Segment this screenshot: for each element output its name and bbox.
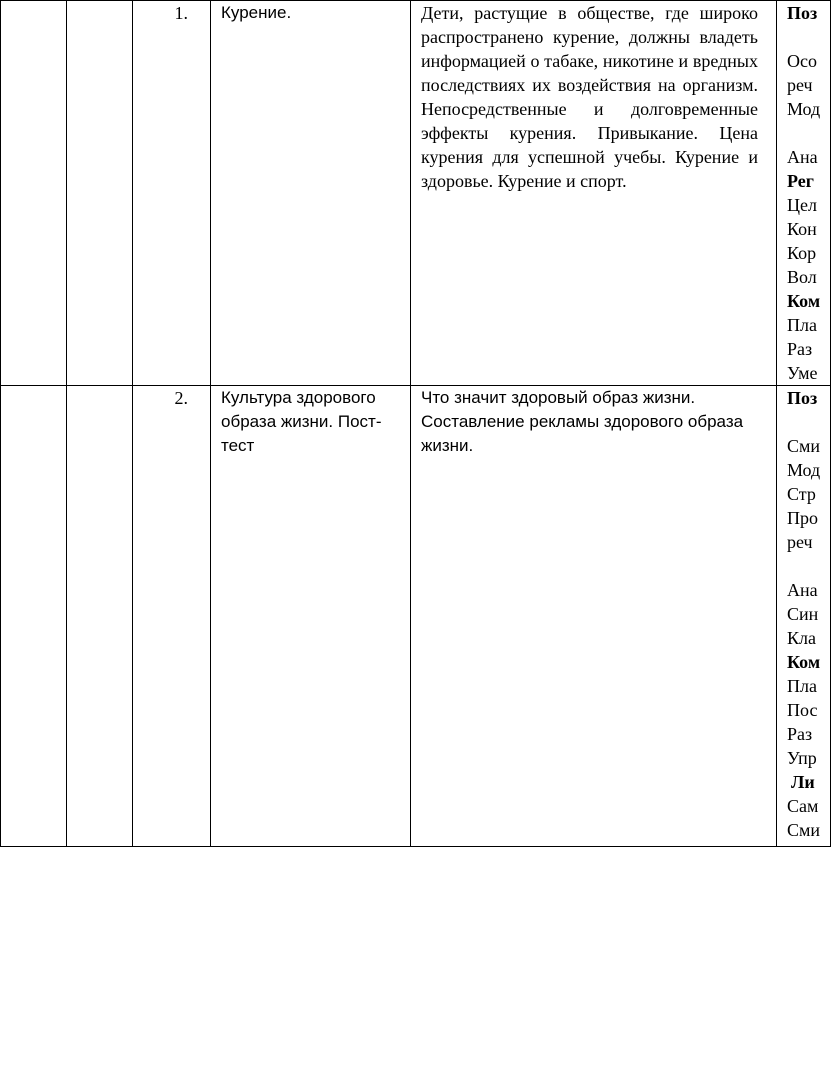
uud-line: Рег — [787, 171, 814, 191]
empty-cell — [67, 1, 133, 386]
uud-line: Осо — [787, 51, 817, 71]
uud-line: Ана — [787, 147, 818, 167]
uud-line: Ком — [787, 291, 821, 311]
uud-line: Вол — [787, 267, 817, 287]
uud-line: Мод — [787, 460, 821, 480]
lesson-content: Дети, растущие в обществе, где широко распространено курение, должны владеть информацией о табаке, никотине и вредных последствиях их воздействия на организм. Непосредственные и долговременные эффекты курения. Привыкание. Цена курения для успешной учебы. Курение и здоровье. Курение и спорт. — [411, 1, 777, 386]
uud-line: Поз — [787, 388, 818, 408]
uud-line: реч — [787, 75, 813, 95]
uud-line: Пос — [787, 700, 818, 720]
uud-line: Сам — [787, 796, 819, 816]
uud-line: Ли — [791, 772, 815, 792]
uud-line: Сми — [787, 436, 821, 456]
uud-line: Сми — [787, 820, 821, 840]
empty-cell — [1, 1, 67, 386]
uud-cell — [777, 1, 831, 386]
table-row — [1, 386, 831, 847]
empty-cell — [1, 386, 67, 847]
uud-line — [787, 410, 830, 434]
uud-line: Ком — [787, 652, 821, 672]
table-row — [1, 1, 831, 386]
uud-line — [787, 25, 830, 49]
uud-line: Раз — [787, 724, 813, 744]
empty-cell — [67, 386, 133, 847]
lesson-number: 2. — [133, 386, 211, 847]
uud-line: Уме — [787, 363, 818, 383]
uud-line: Цел — [787, 195, 817, 215]
lesson-topic: Курение. — [211, 1, 411, 386]
uud-line: Кор — [787, 243, 817, 263]
uud-cell — [777, 386, 831, 847]
uud-line: Кон — [787, 219, 817, 239]
uud-line: Син — [787, 604, 819, 624]
uud-line: Ана — [787, 580, 818, 600]
lesson-number: 1. — [133, 1, 211, 386]
uud-line: Поз — [787, 3, 818, 23]
uud-line: Стр — [787, 484, 816, 504]
uud-line — [787, 121, 830, 145]
uud-line: Раз — [787, 339, 813, 359]
uud-line: Про — [787, 508, 818, 528]
uud-line: Мод — [787, 99, 821, 119]
uud-line: Пла — [787, 676, 817, 696]
lesson-topic: Культура здорового образа жизни. Пост-тест — [211, 386, 411, 847]
uud-line: реч — [787, 532, 813, 552]
uud-line: Пла — [787, 315, 817, 335]
uud-line — [787, 554, 830, 578]
uud-line: Упр — [787, 748, 817, 768]
uud-line: Кла — [787, 628, 816, 648]
lesson-content: Что значит здоровый образ жизни. Составление рекламы здорового образа жизни. — [411, 386, 777, 847]
